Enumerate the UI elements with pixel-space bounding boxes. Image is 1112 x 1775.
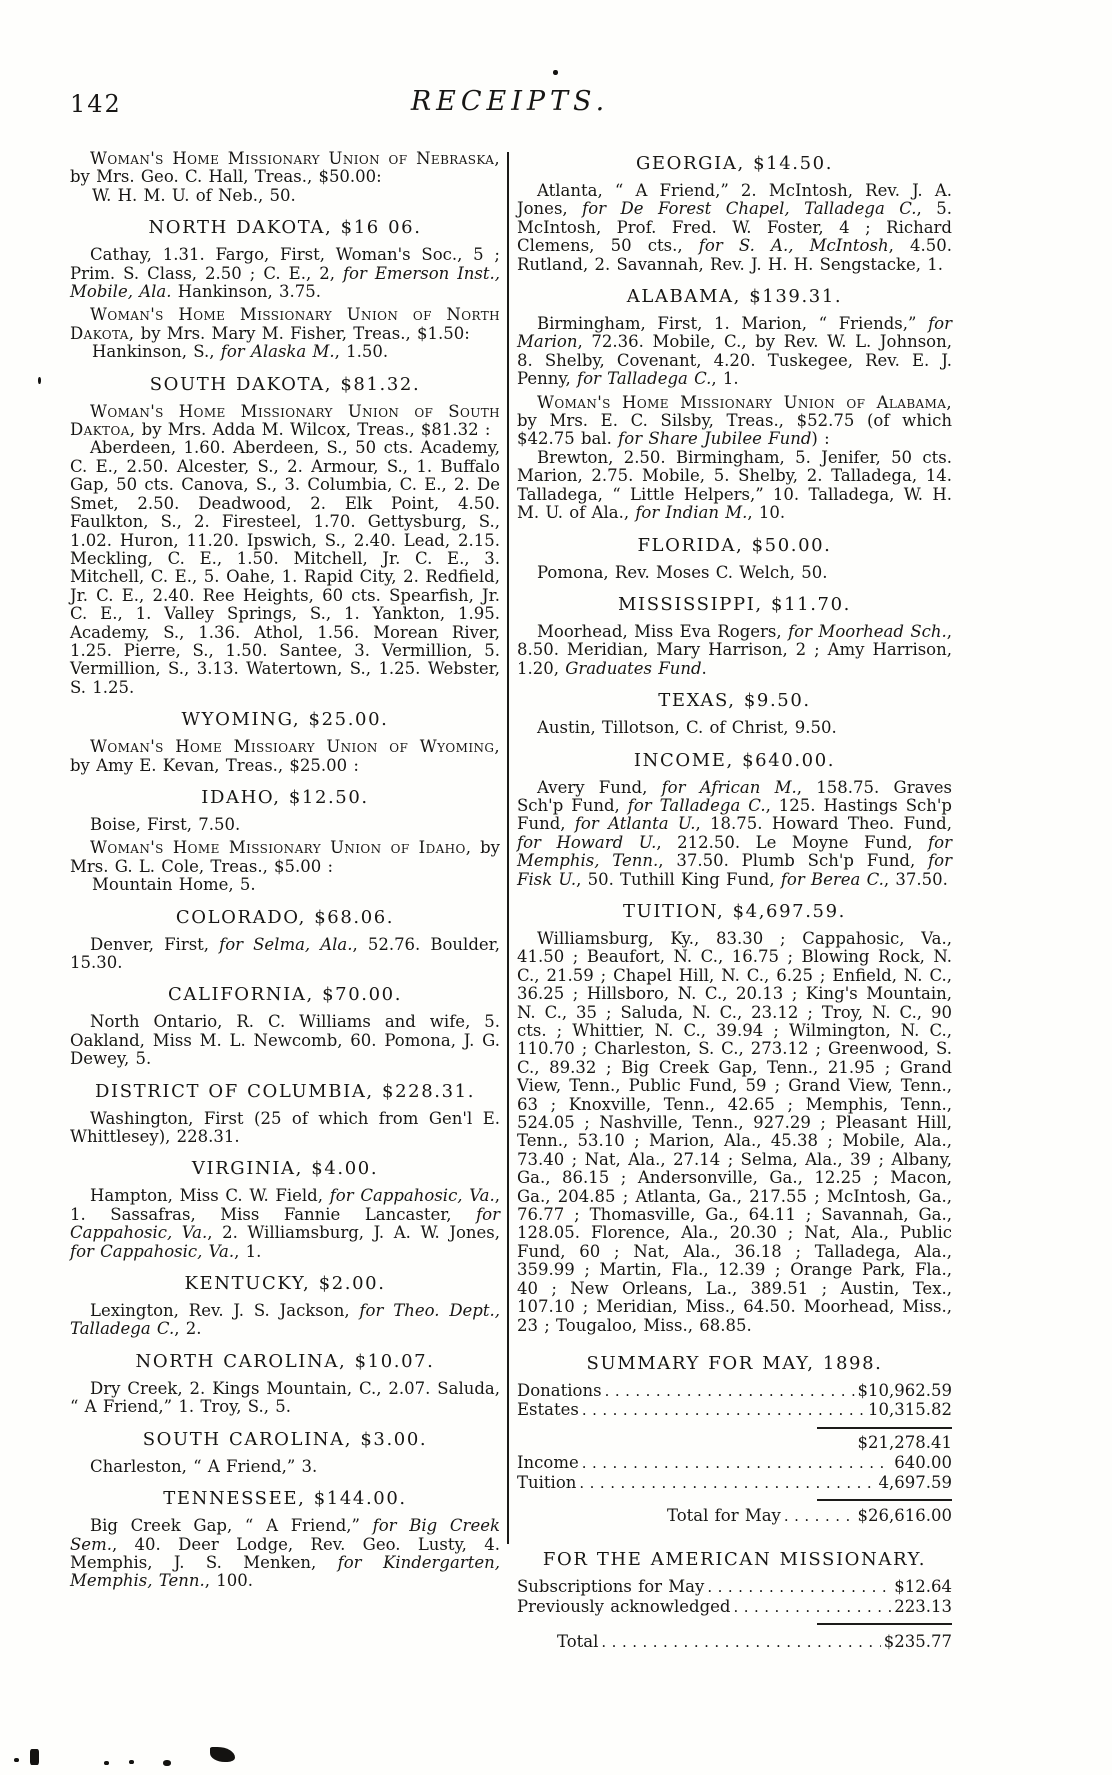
receipts-paragraph <box>70 936 500 973</box>
summary-row <box>517 1578 952 1596</box>
section-heading: MISSISSIPPI, $11.70. <box>618 593 851 615</box>
ink-speck <box>553 70 558 75</box>
text-run: Hampton, Miss C. W. Field, <box>90 1186 330 1206</box>
section-heading: TEXAS, $9.50. <box>658 690 811 712</box>
designation-italic: for Cappahosic, Va. <box>70 1241 235 1261</box>
designation-italic: for Kindergarten, Memphis, Tenn. <box>70 1552 500 1591</box>
summary-row-amount: 10,315.82 <box>868 1400 952 1420</box>
union-paragraph <box>70 403 500 440</box>
text-run: , 37.50. <box>883 869 948 889</box>
dot-leader <box>579 1474 875 1492</box>
column-divider <box>507 152 509 1544</box>
section-heading: FLORIDA, $50.00. <box>637 534 832 556</box>
summary-row-label: Tuition <box>517 1472 577 1492</box>
text-run: , 18.75. Howard Theo. Fund, <box>695 814 952 834</box>
receipts-paragraph <box>517 564 952 582</box>
dot-leader <box>582 1401 865 1419</box>
dot-leader <box>784 1507 855 1525</box>
text-run: Charleston, “ A Friend,” 3. <box>90 1456 318 1476</box>
org-name-smallcaps: Woman's Home Missionary Union of Idaho, <box>90 838 472 858</box>
receipts-paragraph <box>70 816 500 834</box>
section-heading: SOUTH DAKOTA, $81.32. <box>149 373 421 395</box>
receipts-paragraph <box>70 1380 500 1417</box>
summary-row-amount: 223.13 <box>894 1596 952 1616</box>
ink-speck <box>38 377 41 384</box>
receipts-paragraph <box>70 246 500 301</box>
text-run: Brewton, 2.50. Birmingham, 5. Jenifer, 50 cts. Marion, 2.75. Mobile, 5. Shelby, 2. Talladega, 14. Talladega, “ Little Helpers,” 10. Talladega, W. H. M. U. of Ala., <box>517 447 952 523</box>
text-run: , 1. Sassafras, Miss Fannie Lancaster, <box>70 1186 500 1224</box>
summary-row <box>517 1507 952 1525</box>
summary-row-amount: $235.77 <box>883 1632 952 1652</box>
receipts-paragraph <box>70 1013 500 1068</box>
receipts-paragraph <box>517 449 952 523</box>
union-paragraph <box>70 306 500 343</box>
text-run: . <box>701 658 707 678</box>
summary-row-label: Donations <box>517 1380 602 1400</box>
receipts-paragraph <box>70 439 500 697</box>
ink-speck <box>14 1758 19 1762</box>
entry-line <box>70 876 500 894</box>
text-run: by Amy E. Kevan, Treas., $25.00 : <box>70 755 359 775</box>
section-heading: SOUTH CAROLINA, $3.00. <box>142 1428 428 1450</box>
text-run: Dry Creek, 2. Kings Mountain, C., 2.07. Saluda, “ A Friend,” 1. Troy, S., 5. <box>70 1378 500 1417</box>
summary-rule <box>817 1427 952 1429</box>
designation-italic: for Big Creek Sem. <box>70 1516 500 1554</box>
designation-italic: for Selma, Ala. <box>219 934 353 954</box>
summary-row-amount: $10,962.59 <box>857 1380 952 1400</box>
summary-row-label: Previously acknowledged <box>517 1596 731 1616</box>
receipts-paragraph <box>70 1458 500 1476</box>
designation-italic: for Alaska M. <box>220 342 335 362</box>
text-run: by Mrs. E. C. Silsby, Treas., $52.75 (of which $42.75 bal. <box>517 411 952 449</box>
designation-italic: for Theo. Dept., Talladega C. <box>70 1301 500 1339</box>
union-paragraph <box>70 738 500 775</box>
text-run: North Ontario, R. C. Williams and wife, 5. Oakland, Miss M. L. Newcomb, 60. Pomona, J. G. Dewey, 5. <box>70 1012 500 1069</box>
receipts-paragraph <box>70 1302 500 1339</box>
designation-italic: for Talladega C. <box>627 795 766 815</box>
text-run: , 10. <box>747 503 786 523</box>
section-heading: DISTRICT OF COLUMBIA, $228.31. <box>94 1080 476 1102</box>
entry-line <box>70 187 500 205</box>
designation-italic: Graduates Fund <box>565 658 702 678</box>
designation-italic: for Indian M. <box>635 503 748 523</box>
designation-italic: for Cappahosic, Va. <box>70 1204 500 1243</box>
union-paragraph <box>70 150 500 187</box>
designation-italic: for Atlanta U. <box>574 814 696 834</box>
text-run: Birmingham, First, 1. Marion, “ Friends,” <box>537 314 929 334</box>
left-column <box>70 145 500 1591</box>
section-heading: FOR THE AMERICAN MISSIONARY. <box>542 1549 927 1571</box>
text-run: , 50. Tuthill King Fund, <box>576 869 781 889</box>
page-title: RECEIPTS. <box>410 86 610 117</box>
summary-row-amount: 4,697.59 <box>878 1472 952 1492</box>
receipts-paragraph <box>517 719 952 737</box>
text-run: Atlanta, “ A Friend,” 2. McIntosh, Rev. J. A. Jones, <box>517 181 952 219</box>
entry-line <box>70 343 500 361</box>
text-run: , 52.76. Boulder, 15.30. <box>70 934 500 972</box>
text-run: Austin, Tillotson, C. of Christ, 9.50. <box>537 718 837 738</box>
dot-leader <box>707 1578 891 1596</box>
section-heading: KENTUCKY, $2.00. <box>184 1273 386 1295</box>
text-run: by Mrs. Geo. C. Hall, Treas., $50.00: <box>70 167 382 187</box>
summary-row-amount: $12.64 <box>894 1577 952 1597</box>
summary-row-label: Total <box>557 1632 599 1652</box>
text-run: , 1. <box>711 369 739 389</box>
designation-italic: for Memphis, Tenn. <box>517 832 952 871</box>
dot-leader <box>605 1382 855 1400</box>
text-run: Hankinson, S., <box>92 342 221 362</box>
designation-italic: for Share Jubilee Fund <box>618 429 812 449</box>
designation-italic: for Talladega C. <box>577 369 712 389</box>
receipts-paragraph <box>517 182 952 274</box>
ink-speck <box>210 1747 235 1762</box>
designation-italic: for African M. <box>661 777 797 797</box>
text-run: , 158.75. Graves Sch'p Fund, <box>517 777 952 815</box>
receipts-paragraph <box>70 1187 500 1261</box>
page-number: 142 <box>70 90 122 118</box>
summary-row <box>517 1474 952 1492</box>
section-heading: COLORADO, $68.06. <box>175 906 395 928</box>
dot-leader <box>601 1633 880 1651</box>
text-run: , 1. <box>234 1241 262 1261</box>
summary-row <box>517 1598 952 1616</box>
text-run: , 4.50. Rutland, 2. Savannah, Rev. J. H. H. Sengstacke, 1. <box>517 236 952 274</box>
section-heading: NORTH DAKOTA, $16 06. <box>148 217 422 239</box>
receipts-paragraph <box>70 1517 500 1591</box>
text-run: , 1.50. <box>334 342 389 362</box>
text-run: , 72.36. Mobile, C., by Rev. W. L. Johnson, 8. Shelby, Covenant, 4.20. Tuskegee, Rev. E. J. Penny, <box>517 332 952 389</box>
text-run: Moorhead, Miss Eva Rogers, <box>537 621 789 641</box>
text-run: , 40. Deer Lodge, Rev. Geo. Lusty, 4. Memphis, J. S. Menken, <box>70 1534 500 1572</box>
ink-speck <box>129 1760 134 1764</box>
ink-speck <box>104 1761 109 1765</box>
text-run: , 100. <box>204 1571 253 1591</box>
summary-row-amount: 640.00 <box>894 1453 952 1473</box>
ink-speck <box>30 1749 39 1765</box>
summary-row-label: Subscriptions for May <box>517 1577 705 1597</box>
receipts-paragraph <box>517 623 952 678</box>
text-run: Williamsburg, Ky., 83.30 ; Cappahosic, Va., 41.50 ; Beaufort, N. C., 16.75 ; Blowing Rock, N. C., 21.59 ; Chapel Hill, N. C., 6.25 ; Enfield, N. C., 36.25 ; Hillsboro, N. C., 20.13 ; King's Mountain, N. C., 35 ; Saluda, N. C., 23.12 ; Troy, N. C., 90 cts. ; Whittier, N. C., 39.94 ; Wilmington, N. C., 110.70 ; Charleston, S. C., 273.12 ; Greenwood, S. C., 89.32 ; Big Creek Gap, Tenn., 21.95 ; Grand View, Tenn., Public Fund, 59 ; Grand View, Tenn., 63 ; Knoxville, Tenn., 42.65 ; Memphis, Tenn., 524.05 ; Nashville, Tenn., 927.29 ; Pleasant Hill, Tenn., 53.10 ; Marion, Ala., 45.38 ; Mobile, Ala., 73.40 ; Nat, Ala., 27.14 ; Selma, Ala., 39 ; Albany, Ga., 86.15 ; Andersonville, Ga., 12.25 ; Macon, Ga., 204.85 ; Atlanta, Ga., 217.55 ; McIntosh, Ga., 76.77 ; Thomasville, Ga., 64.11 ; Savannah, Ga., 128.05. Florence, Ala., 20.30 ; Nat, Ala., Public Fund, 60 ; Nat, Ala., 36.18 ; Talladega, Ala., 359.99 ; Martin, Fla., 12.39 ; Orange Park, Fla., 40 ; New Orleans, La., 389.51 ; Austin, Tex., 107.10 ; Meridian, Miss., 64.50. Moorhead, Miss., 23 ; Tougaloo, Miss., 68.85. <box>517 928 952 1335</box>
summary-row-label: Estates <box>517 1400 579 1420</box>
designation-italic: for S. A., McIntosh <box>698 236 889 256</box>
section-heading: CALIFORNIA, $70.00. <box>167 984 403 1006</box>
text-run: by Mrs. Mary M. Fisher, Treas., $1.50: <box>134 323 470 343</box>
org-name-smallcaps: Woman's Home Missionary Union of South Daktoa, <box>70 401 500 440</box>
section-heading: GEORGIA, $14.50. <box>635 153 834 174</box>
summary-row-amount: $26,616.00 <box>857 1505 952 1525</box>
text-run: by Mrs. G. L. Cole, Treas., $5.00 : <box>70 838 500 876</box>
summary-row <box>517 1633 952 1651</box>
receipts-paragraph <box>517 315 952 389</box>
designation-italic: for Emerson Inst., Mobile, Ala. <box>70 263 500 302</box>
org-name-smallcaps: Woman's Home Missioary Union of Wyoming, <box>90 737 500 757</box>
summary-row <box>517 1401 952 1419</box>
designation-italic: for Howard U. <box>517 832 657 852</box>
right-column <box>517 141 952 1653</box>
summary-row-label: Income <box>517 1453 579 1473</box>
section-heading: ALABAMA, $139.31. <box>626 286 843 308</box>
designation-italic: for Cappahosic, Va. <box>329 1186 495 1206</box>
text-run: , 37.50. Plumb Sch'p Fund, <box>658 851 929 871</box>
designation-italic: for Moorhead Sch. <box>788 621 947 641</box>
text-run: , 2. <box>174 1319 202 1339</box>
text-run: Big Creek Gap, “ A Friend,” <box>90 1516 373 1536</box>
union-paragraph <box>517 394 952 449</box>
union-paragraph <box>70 839 500 876</box>
receipts-paragraph <box>517 779 952 889</box>
text-run: ) : <box>811 429 830 449</box>
section-heading: TENNESSEE, $144.00. <box>163 1488 407 1510</box>
text-run: W. H. M. U. of Neb., 50. <box>92 185 296 205</box>
text-run: , 212.50. Le Moyne Fund, <box>656 832 929 852</box>
text-run: by Mrs. Adda M. Wilcox, Treas., $81.32 : <box>135 420 491 440</box>
summary-row <box>517 1454 952 1472</box>
text-run: Denver, First, <box>90 934 220 954</box>
org-name-smallcaps: Woman's Home Missionary Union of Nebraska, <box>90 149 500 168</box>
text-run: Mountain Home, 5. <box>92 875 256 895</box>
section-heading: IDAHO, $12.50. <box>201 786 369 808</box>
receipts-paragraph <box>70 1110 500 1147</box>
text-run: , 5. McIntosh, Prof. Fred. W. Foster, 4 ; Richard Clemens, 50 cts., <box>517 199 952 256</box>
org-name-smallcaps: Woman's Home Missionary Union of Alabama, <box>537 392 952 412</box>
ink-speck <box>163 1760 171 1766</box>
summary-row <box>517 1382 952 1400</box>
text-run: Boise, First, 7.50. <box>90 814 241 834</box>
text-run: Lexington, Rev. J. S. Jackson, <box>90 1301 360 1321</box>
section-heading: NORTH CAROLINA, $10.07. <box>135 1350 435 1372</box>
designation-italic: for De Forest Chapel, Talladega C. <box>582 199 917 219</box>
summary-row-label: Total for May <box>667 1505 781 1525</box>
text-run: , 125. Hastings Sch'p Fund, <box>517 795 952 834</box>
designation-italic: for Marion <box>517 314 952 352</box>
summary-rule <box>817 1499 952 1501</box>
text-run: Cathay, 1.31. Fargo, First, Woman's Soc., 5 ; Prim. S. Class, 2.50 ; C. E., 2, <box>70 245 500 283</box>
dot-leader <box>733 1598 891 1616</box>
text-run: , 8.50. Meridian, Mary Harrison, 2 ; Amy Harrison, 1.20, <box>517 621 952 678</box>
section-heading: TUITION, $4,697.59. <box>623 900 846 922</box>
designation-italic: for Fisk U. <box>517 851 952 889</box>
dot-leader <box>582 1454 892 1472</box>
designation-italic: for Berea C. <box>780 869 884 889</box>
org-name-smallcaps: Woman's Home Missionary Union of North Dakota, <box>70 305 500 343</box>
text-run: Avery Fund, <box>537 777 662 797</box>
text-run: , 2. Williamsburg, J. A. W. Jones, <box>207 1223 501 1243</box>
summary-rule <box>817 1623 952 1625</box>
summary-subtotal-amount: $21,278.41 <box>857 1432 952 1452</box>
receipts-paragraph <box>517 930 952 1335</box>
section-heading: WYOMING, $25.00. <box>181 709 389 731</box>
summary-subtotal <box>517 1434 952 1452</box>
text-run: Aberdeen, 1.60. Aberdeen, S., 50 cts. Academy, C. E., 2.50. Alcester, S., 2. Armour, S., 1. Buffalo Gap, 50 cts. Canova, S., 3. Columbia, C. E., 2. De Smet, 2.50. Deadwood, 2. Elk Point, 4.50. Faulkton, S., 2. Firesteel, 1.70. Gettysburg, S., 1.02. Huron, 11.20. Ipswich, S., 2.40. Lead, 2.15. Meckling, C. E., 1.50. Mitchell, Jr. C. E., 3. Mitchell, C. E., 5. Oahe, 1. Rapid City, 2. Redfield, Jr. C. E., 2.40. Ree Heights, 60 cts. Spearfish, Jr. C. E., 1. Valley Springs, S., 1. Yankton, 1.95. Academy, S., 1.36. Athol, 1.56. Morean River, 1.25. Pierre, S., 1.50. Santee, 3. Vermillion, 5. Vermillion, S., 3.13. Watertown, S., 1.25. Webster, S. 1.25. <box>70 438 500 697</box>
section-heading: VIRGINIA, $4.00. <box>191 1158 379 1180</box>
section-heading: SUMMARY FOR MAY, 1898. <box>586 1352 883 1374</box>
text-run: Pomona, Rev. Moses C. Welch, 50. <box>537 562 828 582</box>
section-heading: INCOME, $640.00. <box>633 749 836 771</box>
text-run: Hankinson, 3.75. <box>171 282 321 302</box>
text-run: Washington, First (25 of which from Gen'l E. Whittlesey), 228.31. <box>70 1108 500 1147</box>
